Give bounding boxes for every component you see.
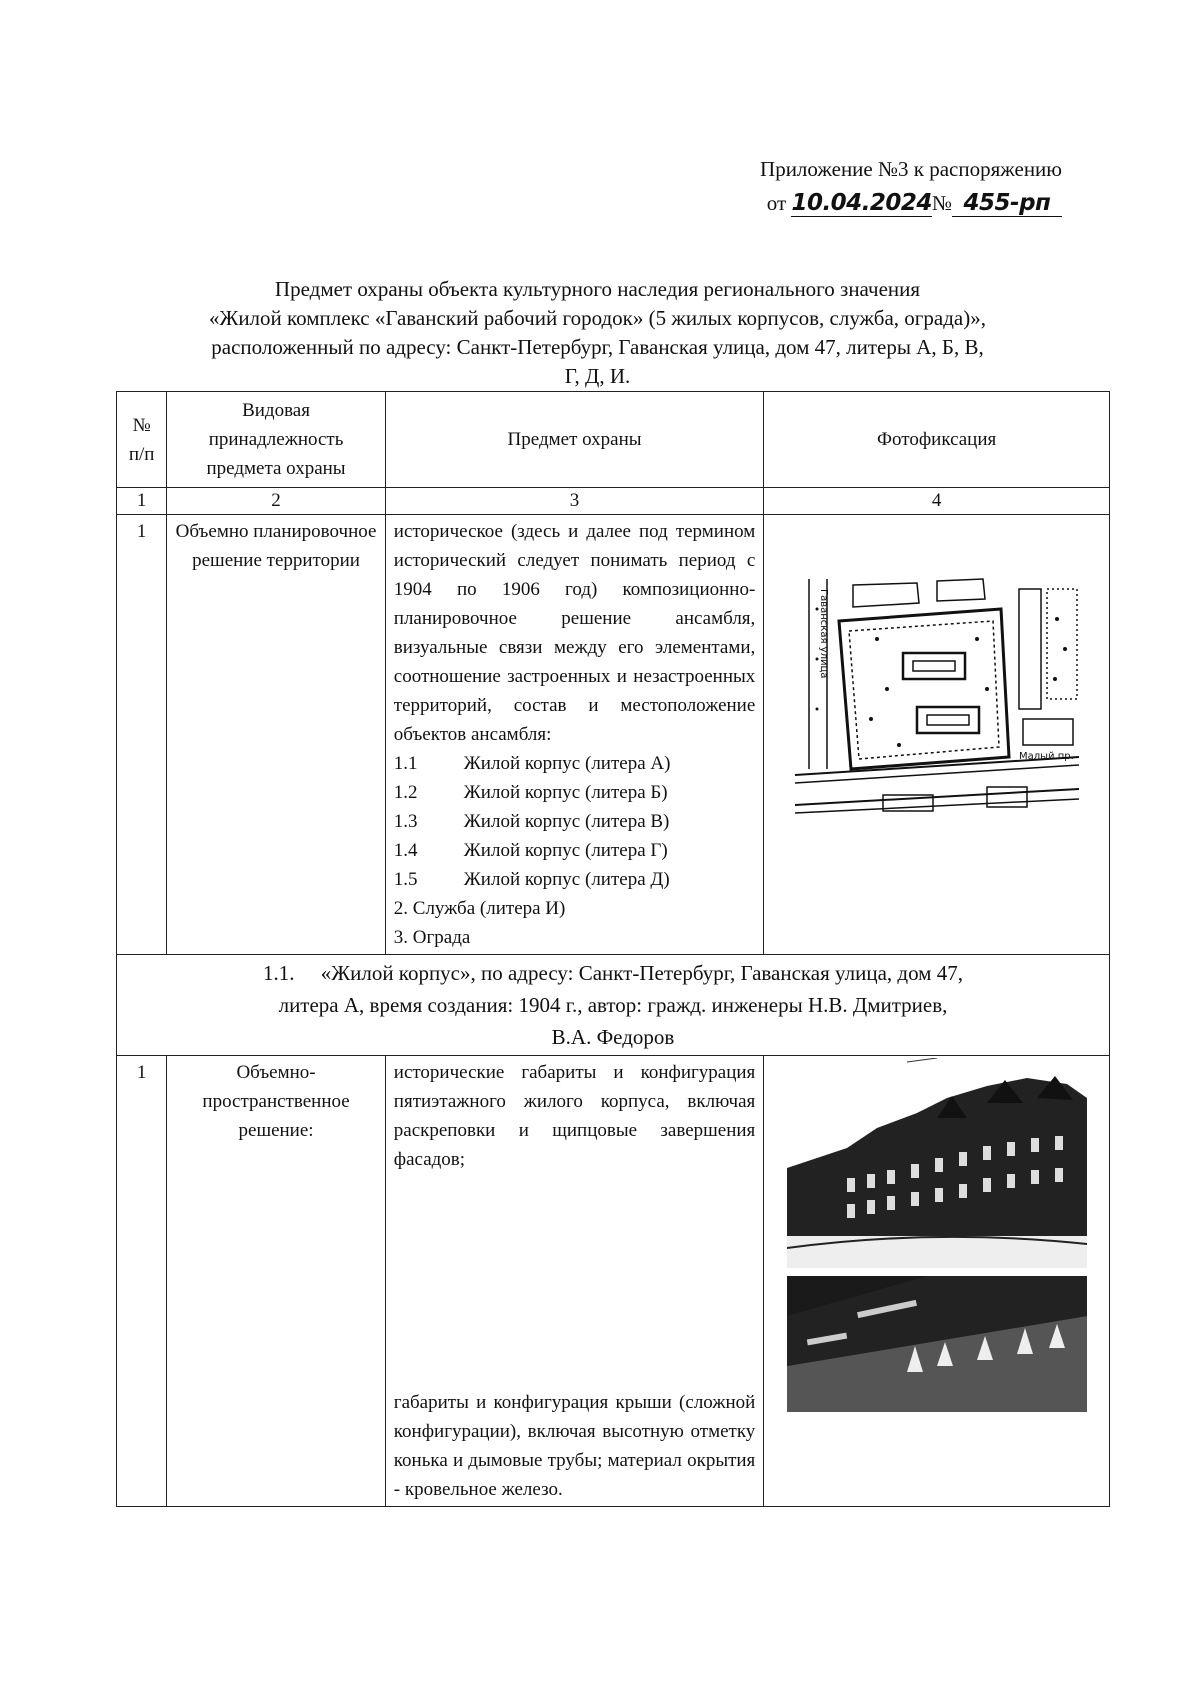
section-heading [117,955,1110,1056]
table-row [117,1056,1110,1507]
list-item-fence: 3. Ограда [393,927,471,948]
list-item: 1.1 Жилой корпус (литера А) [393,753,671,774]
table-index-row [117,488,1110,515]
section-line-1: 1.1. «Жилой корпус», по адресу: Санкт-Петербург, Гаванская улица, дом 47, [263,961,963,985]
roof-photo [787,1276,1087,1412]
index-cell: 1 [117,488,167,515]
section-row [117,955,1110,1056]
list-item-service: 2. Служба (литера И) [393,898,566,919]
row-kind: Объемно планировочное решение территории [167,515,385,955]
list-item: 1.2 Жилой корпус (литера Б) [393,782,668,803]
order-date-number [760,186,1062,220]
subject-roof: габариты и конфигурация крыши (сложной конфигурации), включая высотную отметку конька и дымовые трубы; материал окрытия - кровельное железо. [393,1392,756,1500]
building-photo [787,1058,1087,1268]
subject-spacer [394,1174,756,1388]
table-row [117,515,1110,955]
subject-text: историческое (здесь и далее под термином исторический следует понимать период с 1904 по 1906 год) композиционно-планировочное решение ансамбля, визуальные связи между его элементами, соотношение застроенных и незастроенных территорий, состав и местоположение объектов ансамбля: [393,521,756,745]
header-photo: Фотофиксация [764,392,1110,488]
table-header-row [117,392,1110,488]
title-line-1: Предмет охраны объекта культурного наследия регионального значения [274,277,921,301]
subject-dimensions: исторические габариты и конфигурация пятиэтажного жилого корпуса, включая раскреповки и щипцовые завершения фасадов; [393,1062,756,1170]
order-date: 10.04.2024 [791,190,932,216]
site-map-image [787,569,1087,825]
appendix-block [760,152,1062,220]
list-item: 1.5 Жилой корпус (литера Д) [393,869,670,890]
list-item: 1.3 Жилой корпус (литера В) [393,811,670,832]
title-line-2: «Жилой комплекс «Гаванский рабочий городок» (5 жилых корпусов, служба, ограда)», [209,306,986,330]
photo-cell [764,515,1110,955]
header-subject: Предмет охраны [385,392,764,488]
row-num: 1 [117,515,167,955]
row-kind: Объемно-пространственное решение: [167,1056,385,1507]
number-prefix: № [931,191,952,215]
title-line-3: расположенный по адресу: Санкт-Петербург, Гаванская улица, дом 47, литеры А, Б, В, [211,335,984,359]
list-item: 1.4 Жилой корпус (литера Г) [393,840,668,861]
header-num: № п/п [117,392,167,488]
section-line-2: литера А, время создания: 1904 г., автор: гражд. инженеры Н.В. Дмитриев, [278,993,948,1017]
objects-list [394,749,756,894]
index-cell: 2 [167,488,385,515]
index-cell: 3 [385,488,764,515]
index-cell: 4 [764,488,1110,515]
document-title [130,275,1065,391]
date-prefix: от [766,191,787,215]
order-number: 455-рп [952,190,1062,217]
appendix-line: Приложение №3 к распоряжению [760,157,1062,181]
row-subject [385,515,764,955]
map-street-bottom: Малый пр. [1018,751,1074,762]
section-line-3: В.А. Федоров [551,1025,675,1049]
title-line-4: Г, Д, И. [564,364,631,388]
map-street-left: Гаванская улица [817,589,829,679]
header-kind: Видовая принадлежность предмета охраны [167,392,385,488]
row-num: 1 [117,1056,167,1507]
row-subject [385,1056,764,1507]
protection-table [116,391,1110,1507]
photo-cell [764,1056,1110,1507]
